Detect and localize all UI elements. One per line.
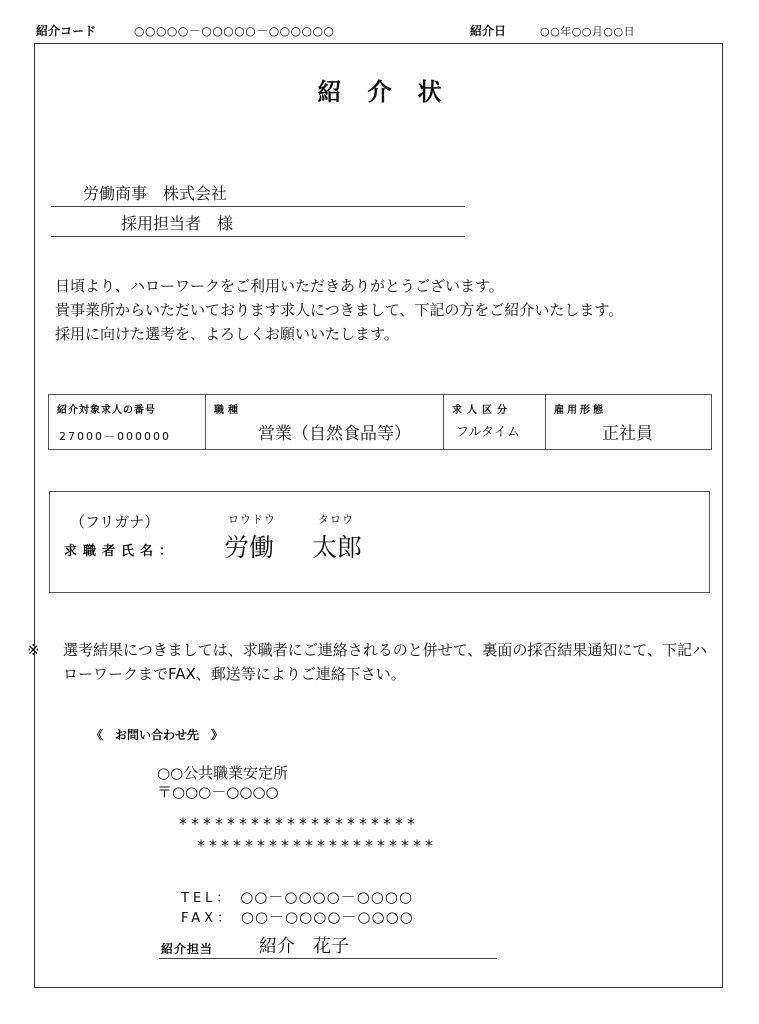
document-header xyxy=(36,20,726,42)
address-line-2: ******************** xyxy=(197,836,437,855)
inquiry-heading: 《 お問い合わせ先 》 xyxy=(91,728,224,742)
referral-letter xyxy=(27,43,723,988)
referral-code-label: 紹介コード xyxy=(36,24,97,38)
postal-code: 〒○○○－○○○○ xyxy=(157,783,279,801)
furigana-given-name: タロウ xyxy=(318,513,354,526)
staff-label: 紹介担当 xyxy=(161,942,214,956)
tel-value: ○○－○○○○－○○○○ xyxy=(240,888,414,906)
body-line-1: 日頃より、ハローワークをご利用いただきありがとうございます。 xyxy=(55,277,504,295)
job-category-label: 求人区分 xyxy=(452,405,512,416)
seeker-given-name: 太郎 xyxy=(312,533,363,562)
inquiry-contact xyxy=(35,44,724,989)
notice-text: 選考結果につきましては、求職者にご連絡されるのと併せて、裏面の採否結果通知にて、下記ハローワークまでFAX、郵送等によりご連絡下さい。 xyxy=(63,641,708,683)
body-line-2: 貴事業所からいただいております求人につきまして、下記の方をご紹介いたします。 xyxy=(55,301,624,319)
body-line-3: 採用に向けた選考を、よろしくお願いいたします。 xyxy=(55,325,399,343)
page-title: 紹介状 xyxy=(317,78,468,106)
occupation-value: 営業（自然食品等） xyxy=(258,424,411,444)
notice-mark: ※ xyxy=(27,641,40,659)
seeker-name-label: 求職者氏名： xyxy=(64,544,179,559)
job-number-label: 紹介対象求人の番号 xyxy=(57,405,156,416)
tel-label: TEL： xyxy=(181,891,234,906)
tel-row xyxy=(181,886,413,907)
address-line-1: ******************** xyxy=(179,814,419,833)
addressee-person: 採用担当者 様 xyxy=(121,214,234,233)
fax-row xyxy=(181,906,414,927)
referral-code-value: ○○○○○－○○○○○－○○○○○○ xyxy=(134,24,335,38)
staff-name: 紹介 花子 xyxy=(259,936,349,957)
addressee-company: 労働商事 株式会社 xyxy=(83,184,228,203)
referral-date-label: 紹介日 xyxy=(470,24,507,38)
referral-date-value: ○○年○○月○○日 xyxy=(540,25,636,38)
office-name: ○○公共職業安定所 xyxy=(157,764,289,782)
fax-value: ○○－○○○○－○○○○ xyxy=(240,908,414,926)
furigana-surname: ロウドウ xyxy=(228,513,276,526)
staff-row xyxy=(159,932,497,959)
seeker-surname: 労働 xyxy=(224,533,275,562)
job-number-value: 27000－000000 xyxy=(59,430,171,443)
occupation-label: 職種 xyxy=(214,405,242,416)
employment-type-value: 正社員 xyxy=(602,424,653,444)
furigana-label: （フリガナ） xyxy=(70,513,160,531)
job-category-value: フルタイム xyxy=(456,425,520,440)
employment-type-label: 雇用形態 xyxy=(554,405,606,416)
fax-label: FAX： xyxy=(181,911,235,926)
